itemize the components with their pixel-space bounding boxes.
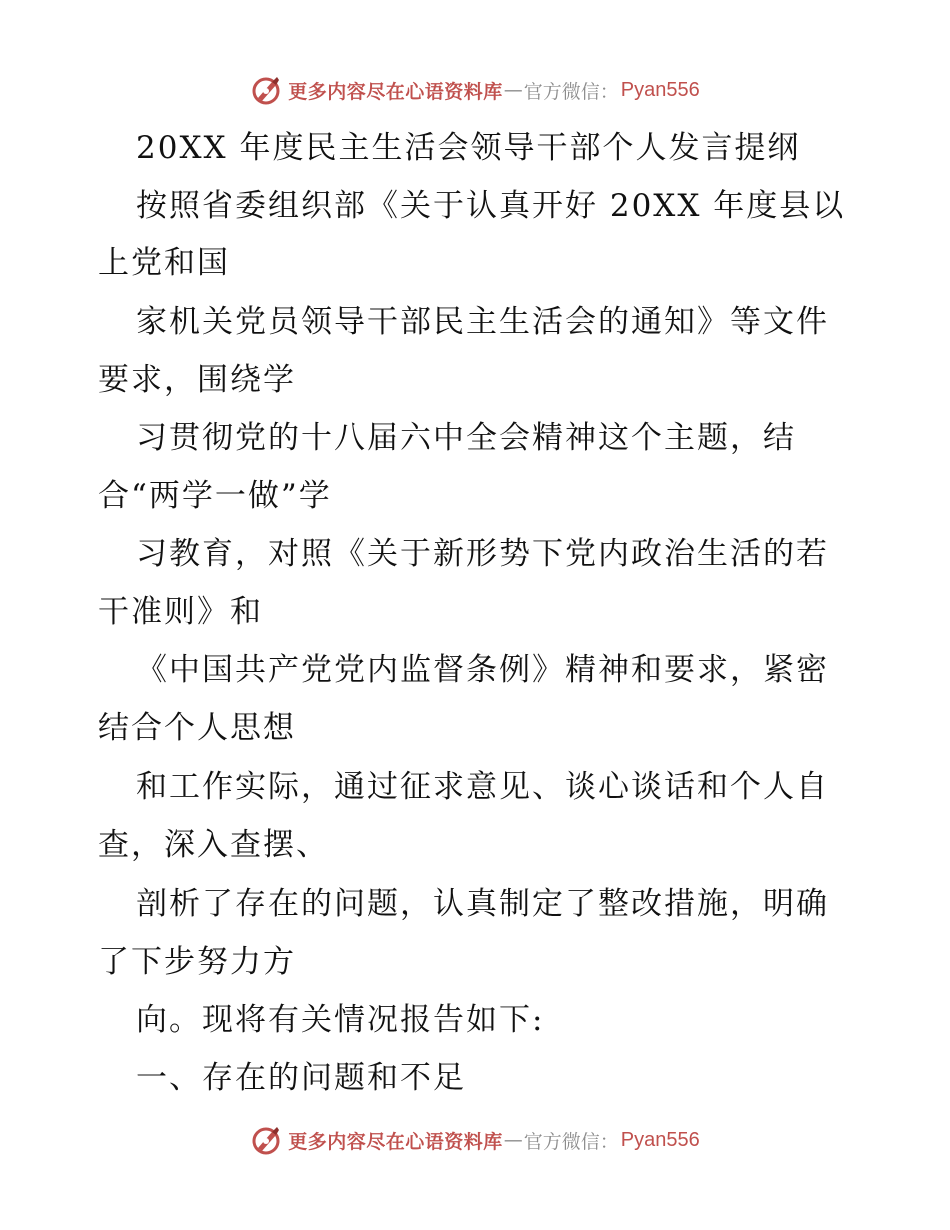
- footer-banner-dash: —: [503, 1129, 523, 1151]
- footer-banner-text: [288, 1127, 700, 1154]
- paragraph-line: 剖析了存在的问题，认真制定了整改措施，明确: [136, 886, 829, 922]
- paragraph-line: 查，深入查摆、: [98, 827, 329, 863]
- header-banner-account: Pyan556: [620, 78, 700, 101]
- paragraph-line: 干准则》和: [98, 594, 263, 630]
- header-banner-text: [288, 77, 700, 104]
- paragraph-line: 合“两学一做”学: [98, 478, 332, 514]
- section-heading: 一、存在的问题和不足: [136, 1060, 466, 1096]
- document-title: 20XX 年度民主生活会领导干部个人发言提纲: [136, 130, 801, 166]
- header-banner: [0, 70, 950, 110]
- paragraph-line: 结合个人思想: [98, 710, 296, 746]
- paragraph-line: 上党和国: [98, 245, 230, 281]
- paragraph-line: 了下步努力方: [98, 944, 296, 980]
- paragraph-line: 向。现将有关情况报告如下:: [136, 1002, 545, 1038]
- pen-in-circle-logo-icon: [250, 1124, 282, 1156]
- pen-in-circle-logo-icon: [250, 74, 282, 106]
- paragraph-line: 要求，围绕学: [98, 362, 296, 398]
- footer-banner-site-name: 更多内容尽在心语资料库: [288, 1130, 503, 1153]
- paragraph-line: 习教育，对照《关于新形势下党内政治生活的若: [136, 536, 829, 572]
- paragraph-line: 家机关党员领导干部民主生活会的通知》等文件: [136, 304, 829, 340]
- header-banner-dash: —: [503, 79, 523, 101]
- header-banner-wechat-label: 官方微信：: [523, 80, 619, 103]
- footer-banner-wechat-label: 官方微信：: [523, 1130, 619, 1153]
- paragraph-line: 《中国共产党党内监督条例》精神和要求，紧密: [136, 652, 829, 688]
- paragraph-line: 按照省委组织部《关于认真开好 20XX 年度县以: [136, 188, 846, 224]
- paragraph-line: 和工作实际，通过征求意见、谈心谈话和个人自: [136, 769, 829, 805]
- footer-banner-account: Pyan556: [620, 1128, 700, 1151]
- footer-banner: [0, 1120, 950, 1160]
- header-banner-site-name: 更多内容尽在心语资料库: [288, 80, 503, 103]
- paragraph-line: 习贯彻党的十八届六中全会精神这个主题，结: [136, 420, 796, 456]
